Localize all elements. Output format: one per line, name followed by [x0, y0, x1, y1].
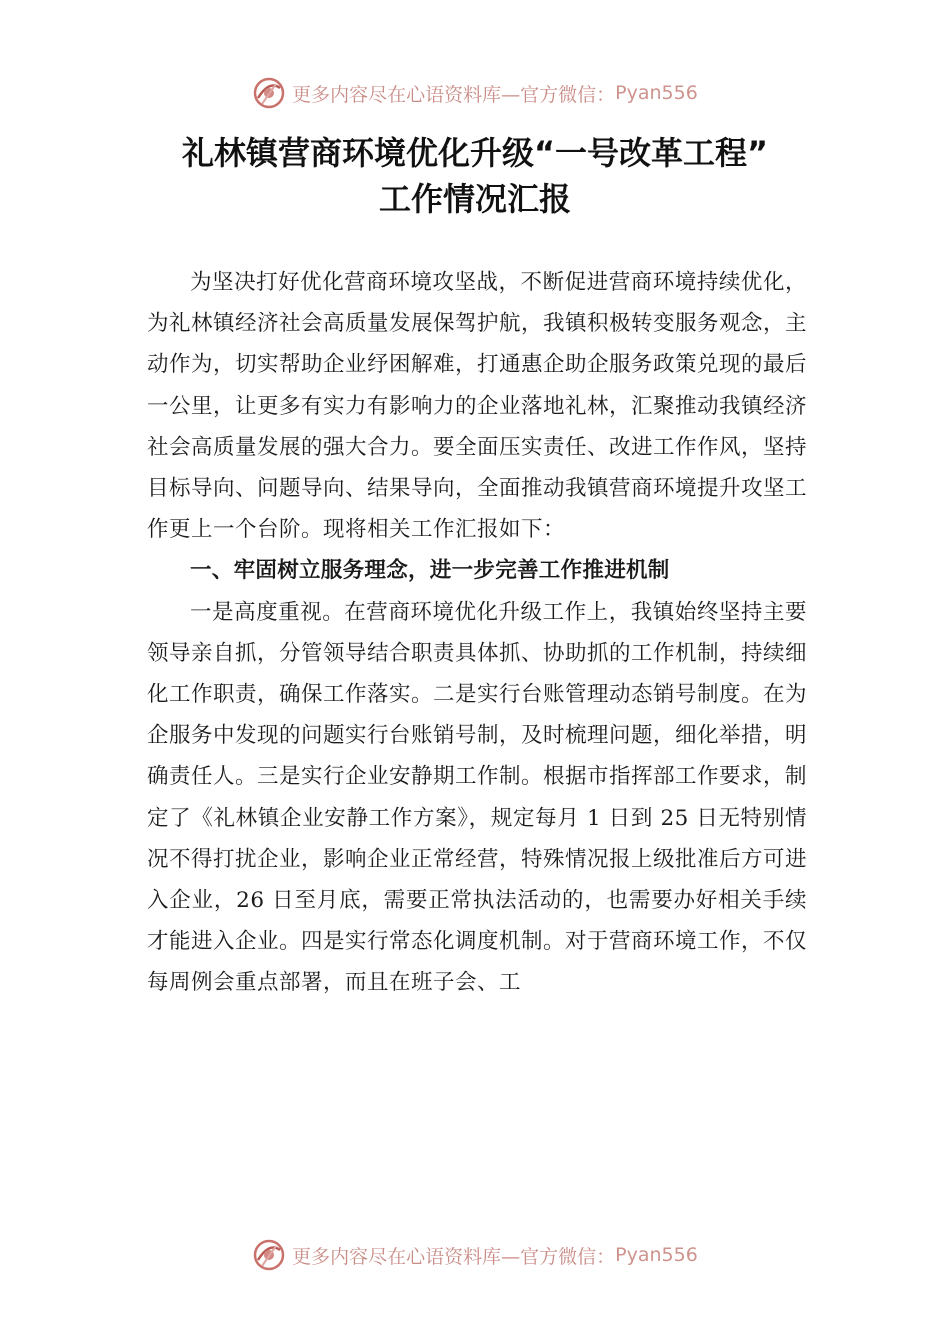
watermark-wechat-id: Pyan556 [615, 82, 698, 104]
document-title [60, 130, 890, 222]
watermark-logo-icon [252, 1238, 286, 1272]
title-line-1: 礼林镇营商环境优化升级“一号改革工程” [181, 134, 769, 172]
watermark-logo-icon [252, 76, 286, 110]
title-line-2: 工作情况汇报 [378, 180, 571, 218]
section-1-heading: 一、牢固树立服务理念，进一步完善工作推进机制 [190, 558, 670, 584]
intro-paragraph: 为坚决打好优化营商环境攻坚战，不断促进营商环境持续优化，为礼林镇经济社会高质量发展保驾护航，我镇积极转变服务观念，主动作为，切实帮助企业纾困解难，打通惠企助企服务政策兑现的最后一公里，让更多有实力有影响力的企业落地礼林，汇聚推动我镇经济社会高质量发展的强大合力。要全面压实责任、改进工作作风，坚持目标导向、问题导向、结果导向，全面推动我镇营商环境提升攻坚工作更上一个台阶。现将相关工作汇报如下： [147, 270, 808, 543]
watermark-wechat-id: Pyan556 [615, 1244, 698, 1266]
watermark-text: 更多内容尽在心语资料库—官方微信： [292, 83, 616, 106]
document-body [147, 262, 807, 1004]
section-1-paragraph: 一是高度重视。在营商环境优化升级工作上，我镇始终坚持主要领导亲自抓，分管领导结合职责具体抓、协助抓的工作机制，持续细化工作职责，确保工作落实。二是实行台账管理动态销号制度。在为企服务中发现的问题实行台账销号制，及时梳理问题，细化举措，明确责任人。三是实行企业安静期工作制。根据市指挥部工作要求，制定了《礼林镇企业安静工作方案》，规定每月 1 日到 25 日无特别情况不得打扰企业，影响企业正常经营，特殊情况报上级批准后方可进入企业，26 日至月底，需要正常执法活动的，也需要办好相关手续才能进入企业。四是实行常态化调度机制。对于营商环境工作，不仅每周例会重点部署，而且在班子会、工 [147, 599, 808, 996]
watermark-header [0, 76, 950, 110]
watermark-text: 更多内容尽在心语资料库—官方微信： [292, 1245, 616, 1268]
watermark-footer [0, 1238, 950, 1272]
